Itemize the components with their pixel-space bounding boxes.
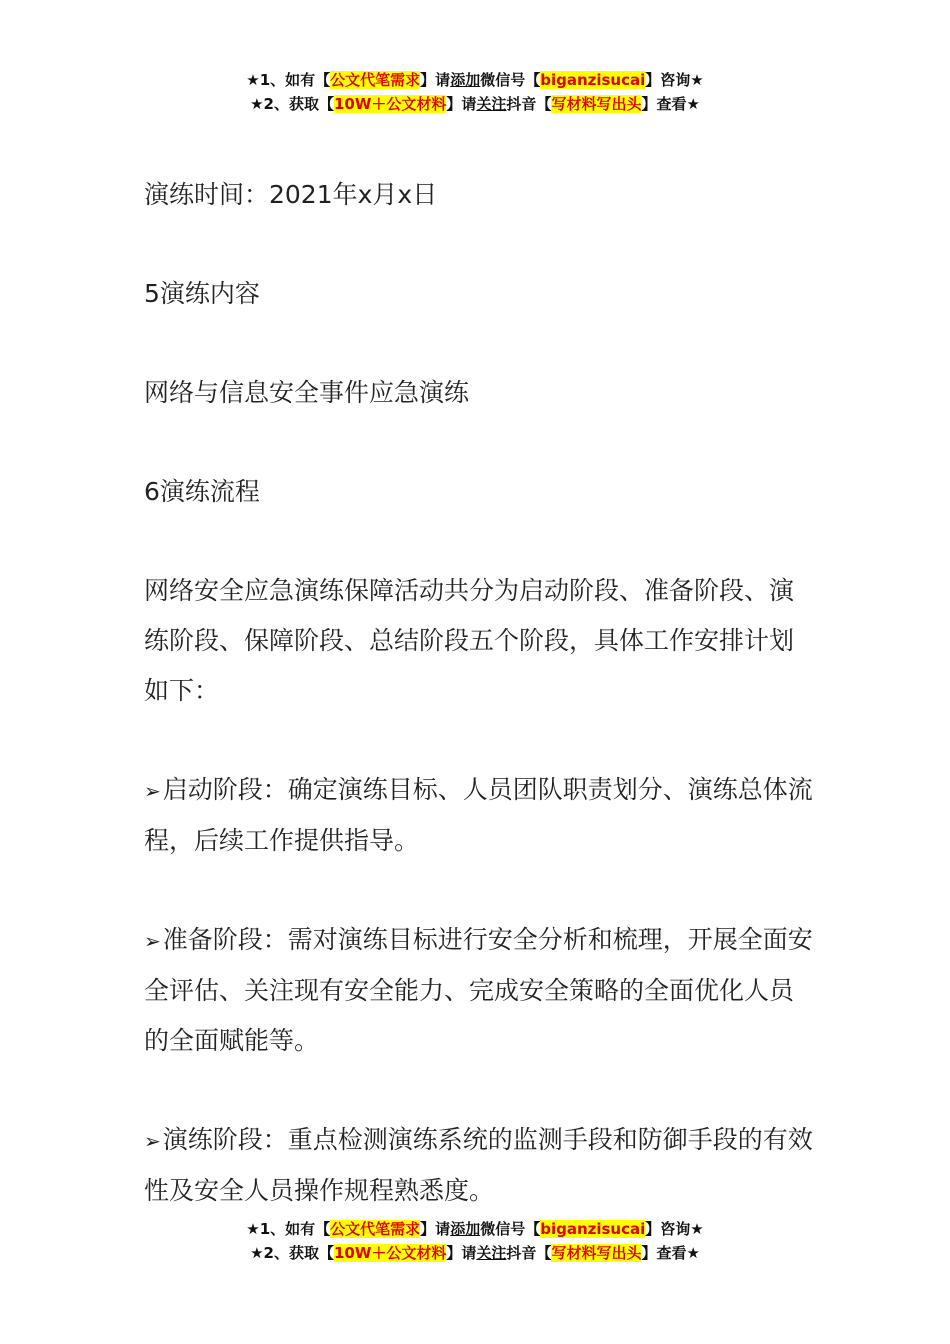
banner-highlight-douyin-id: 写材料写出头 [551, 95, 642, 113]
banner-line-1 [0, 68, 950, 92]
banner-text: 】咨询★ [645, 71, 704, 89]
drill-time: 演练时间：2021年x月x日 [144, 180, 438, 209]
arrow-bullet-icon: ➢ [144, 929, 161, 953]
stage-prepare-text: 准备阶段：需对演练目标进行安全分析和梳理，开展全面安全评估、关注现有安全能力、完成安全策略的全面优化人员的全面赋能等。 [144, 925, 813, 1055]
banner-underlined-text: 添加 [450, 1220, 481, 1238]
stage-drill-item [144, 1115, 814, 1216]
banner-underlined-text: 添加 [450, 71, 481, 89]
section-6-title: 6演练流程 [144, 477, 260, 506]
banner-highlight-wechat-id: biganzisucai [540, 1220, 646, 1238]
banner-line-2 [0, 1241, 950, 1265]
banner-underlined-text: 关注 [476, 1244, 507, 1262]
banner-text: 】查看★ [641, 95, 700, 113]
banner-text: 抖音【 [506, 1244, 552, 1262]
header-banner [0, 68, 950, 116]
stage-drill-text: 演练阶段：重点检测演练系统的监测手段和防御手段的有效性及安全人员操作规程熟悉度。 [144, 1125, 813, 1205]
banner-text: ★1、如有【 [246, 1220, 331, 1238]
section-5-title: 5演练内容 [144, 279, 260, 308]
banner-text: 微信号【 [480, 71, 541, 89]
banner-highlight-service: 公文代笔需求 [330, 71, 421, 89]
banner-text: 】查看★ [641, 1244, 700, 1262]
banner-highlight-service: 公文代笔需求 [330, 1220, 421, 1238]
banner-highlight-materials: 10W＋公文材料 [333, 95, 447, 113]
section-5-text: 网络与信息安全事件应急演练 [144, 378, 470, 407]
banner-text: 】请 [420, 71, 451, 89]
document-body [144, 170, 814, 1265]
arrow-bullet-icon: ➢ [144, 779, 161, 803]
banner-text: ★2、获取【 [250, 1244, 334, 1262]
banner-text: 抖音【 [506, 95, 552, 113]
banner-line-1 [0, 1217, 950, 1241]
stage-prepare-item [144, 915, 814, 1066]
banner-text: 微信号【 [480, 1220, 541, 1238]
banner-underlined-text: 关注 [476, 95, 507, 113]
stage-start-text: 启动阶段：确定演练目标、人员团队职责划分、演练总体流程，后续工作提供指导。 [144, 775, 813, 855]
footer-banner [0, 1217, 950, 1265]
banner-line-2 [0, 92, 950, 116]
banner-text: 】咨询★ [645, 1220, 704, 1238]
arrow-bullet-icon: ➢ [144, 1129, 161, 1153]
banner-highlight-douyin-id: 写材料写出头 [551, 1244, 642, 1262]
stage-start-item [144, 765, 814, 866]
banner-highlight-wechat-id: biganzisucai [540, 71, 646, 89]
banner-text: 】请 [420, 1220, 451, 1238]
banner-text: ★2、获取【 [250, 95, 334, 113]
banner-text: 】请 [446, 95, 477, 113]
banner-text: ★1、如有【 [246, 71, 331, 89]
banner-text: 】请 [446, 1244, 477, 1262]
banner-highlight-materials: 10W＋公文材料 [333, 1244, 447, 1262]
section-6-intro: 网络安全应急演练保障活动共分为启动阶段、准备阶段、演练阶段、保障阶段、总结阶段五个阶段，具体工作安排计划如下： [144, 576, 795, 705]
